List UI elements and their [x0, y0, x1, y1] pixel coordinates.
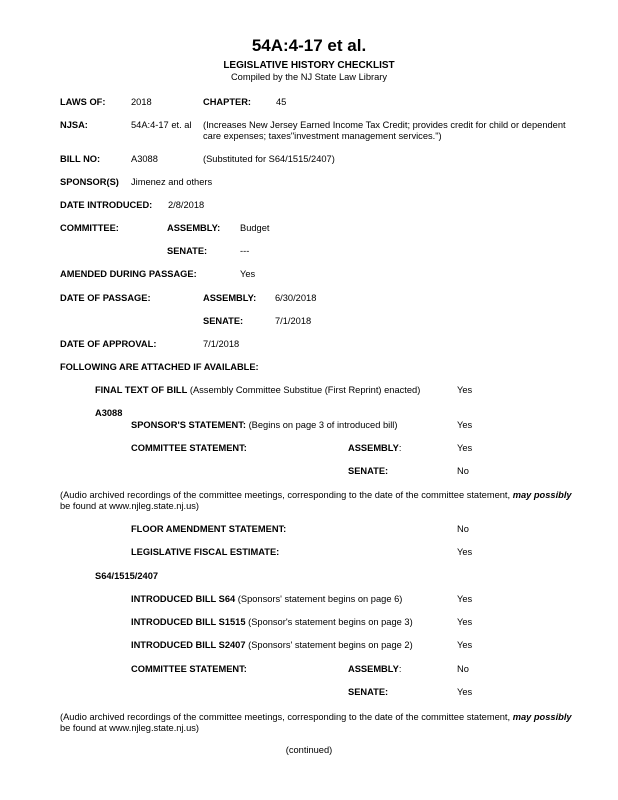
njsa-label: NJSA:	[60, 120, 88, 130]
a3088-senate-label: SENATE:	[348, 466, 389, 476]
s64-committee-label: COMMITTEE STATEMENT:	[131, 664, 247, 674]
passage-assembly-value: 6/30/2018	[275, 293, 317, 303]
continued-note: (continued)	[285, 745, 333, 755]
fiscal-estimate-label: LEGISLATIVE FISCAL ESTIMATE:	[131, 547, 280, 557]
sponsors-label: SPONSOR(S)	[60, 177, 119, 187]
a3088-sponsor-description: (Begins on page 3 of introduced bill)	[246, 420, 398, 430]
committee-senate-value: ---	[240, 246, 250, 256]
a3088-assembly-colon: :	[398, 443, 402, 453]
final-text-description: (Assembly Committee Substitue (First Reprint) enacted)	[187, 385, 421, 395]
page-subtitle: LEGISLATIVE HISTORY CHECKLIST	[223, 60, 395, 71]
njsa-description-line1: (Increases New Jersey Earned Income Tax Credit; provides credit for child or dependent	[203, 120, 566, 130]
s64-assembly-value: No	[457, 664, 469, 674]
audio-note-2-emphasis: may possibly	[512, 712, 572, 722]
passage-label: DATE OF PASSAGE:	[60, 293, 151, 303]
committee-label: COMMITTEE:	[60, 223, 119, 233]
a3088-sponsor-label: SPONSOR'S STATEMENT:	[131, 420, 246, 430]
audio-note-2-line1	[60, 712, 572, 723]
a3088-assembly-row	[348, 443, 401, 454]
laws-of-label: LAWS OF:	[60, 97, 106, 107]
a3088-assembly-label: ASSEMBLY	[348, 443, 399, 453]
intro-s64-description: (Sponsors' statement begins on page 6)	[235, 594, 403, 604]
a3088-senate-value: No	[457, 466, 469, 476]
passage-senate-value: 7/1/2018	[275, 316, 312, 326]
chapter-label: CHAPTER:	[203, 97, 252, 107]
audio-note-1-emphasis: may possibly	[512, 490, 572, 500]
approval-value: 7/1/2018	[203, 339, 240, 349]
a3088-sponsor-row	[131, 420, 397, 431]
njsa-description-line2: care expenses; taxes"investment management services.")	[203, 131, 442, 141]
date-introduced-value: 2/8/2018	[168, 200, 205, 210]
s64-senate-label: SENATE:	[348, 687, 389, 697]
audio-note-1-text: (Audio archived recordings of the committee meetings, corresponding to the date of the committee statement,	[60, 490, 513, 500]
amended-label: AMENDED DURING PASSAGE:	[60, 269, 197, 279]
a3088-heading: A3088	[95, 408, 123, 418]
intro-s64-label: INTRODUCED BILL S64	[131, 594, 236, 604]
passage-assembly-label: ASSEMBLY:	[203, 293, 257, 303]
sponsors-value: Jimenez and others	[131, 177, 213, 187]
final-text-label: FINAL TEXT OF BILL	[95, 385, 188, 395]
njsa-value: 54A:4-17 et. al	[131, 120, 192, 130]
page-title: 54A:4-17 et al.	[251, 36, 367, 55]
audio-note-1-line1	[60, 490, 572, 501]
laws-of-value: 2018	[131, 97, 152, 107]
s64-assembly-colon: :	[398, 664, 402, 674]
intro-s1515-label: INTRODUCED BILL S1515	[131, 617, 246, 627]
a3088-sponsor-value: Yes	[457, 420, 473, 430]
s64-heading: S64/1515/2407	[95, 571, 159, 581]
intro-s1515-value: Yes	[457, 617, 473, 627]
audio-note-2-text: (Audio archived recordings of the committee meetings, corresponding to the date of the committee statement,	[60, 712, 513, 722]
chapter-value: 45	[276, 97, 287, 107]
attached-heading: FOLLOWING ARE ATTACHED IF AVAILABLE:	[60, 362, 259, 372]
approval-label: DATE OF APPROVAL:	[60, 339, 157, 349]
final-text-row	[95, 385, 420, 396]
committee-assembly-value: Budget	[240, 223, 270, 233]
bill-no-value: A3088	[131, 154, 158, 164]
intro-s64-value: Yes	[457, 594, 473, 604]
intro-s1515-row	[131, 617, 413, 628]
passage-senate-label: SENATE:	[203, 316, 244, 326]
floor-amendment-value: No	[457, 524, 469, 534]
intro-s64-row	[131, 594, 402, 605]
floor-amendment-label: FLOOR AMENDMENT STATEMENT:	[131, 524, 287, 534]
committee-assembly-label: ASSEMBLY:	[167, 223, 221, 233]
intro-s1515-description: (Sponsor's statement begins on page 3)	[245, 617, 413, 627]
intro-s2407-description: (Sponsors' statement begins on page 2)	[245, 640, 413, 650]
intro-s2407-label: INTRODUCED BILL S2407	[131, 640, 246, 650]
amended-value: Yes	[240, 269, 256, 279]
committee-senate-label: SENATE:	[167, 246, 208, 256]
s64-assembly-label: ASSEMBLY	[348, 664, 399, 674]
bill-no-label: BILL NO:	[60, 154, 101, 164]
final-text-value: Yes	[457, 385, 473, 395]
s64-senate-value: Yes	[457, 687, 473, 697]
compiled-by: Compiled by the NJ State Law Library	[230, 72, 388, 82]
intro-s2407-row	[131, 640, 413, 651]
date-introduced-label: DATE INTRODUCED:	[60, 200, 153, 210]
audio-note-1-line2: be found at www.njleg.state.nj.us)	[60, 501, 200, 511]
a3088-assembly-value: Yes	[457, 443, 473, 453]
audio-note-2-line2: be found at www.njleg.state.nj.us)	[60, 723, 200, 733]
bill-no-note: (Substituted for S64/1515/2407)	[203, 154, 335, 164]
a3088-committee-label: COMMITTEE STATEMENT:	[131, 443, 247, 453]
fiscal-estimate-value: Yes	[457, 547, 473, 557]
s64-assembly-row	[348, 664, 401, 675]
intro-s2407-value: Yes	[457, 640, 473, 650]
